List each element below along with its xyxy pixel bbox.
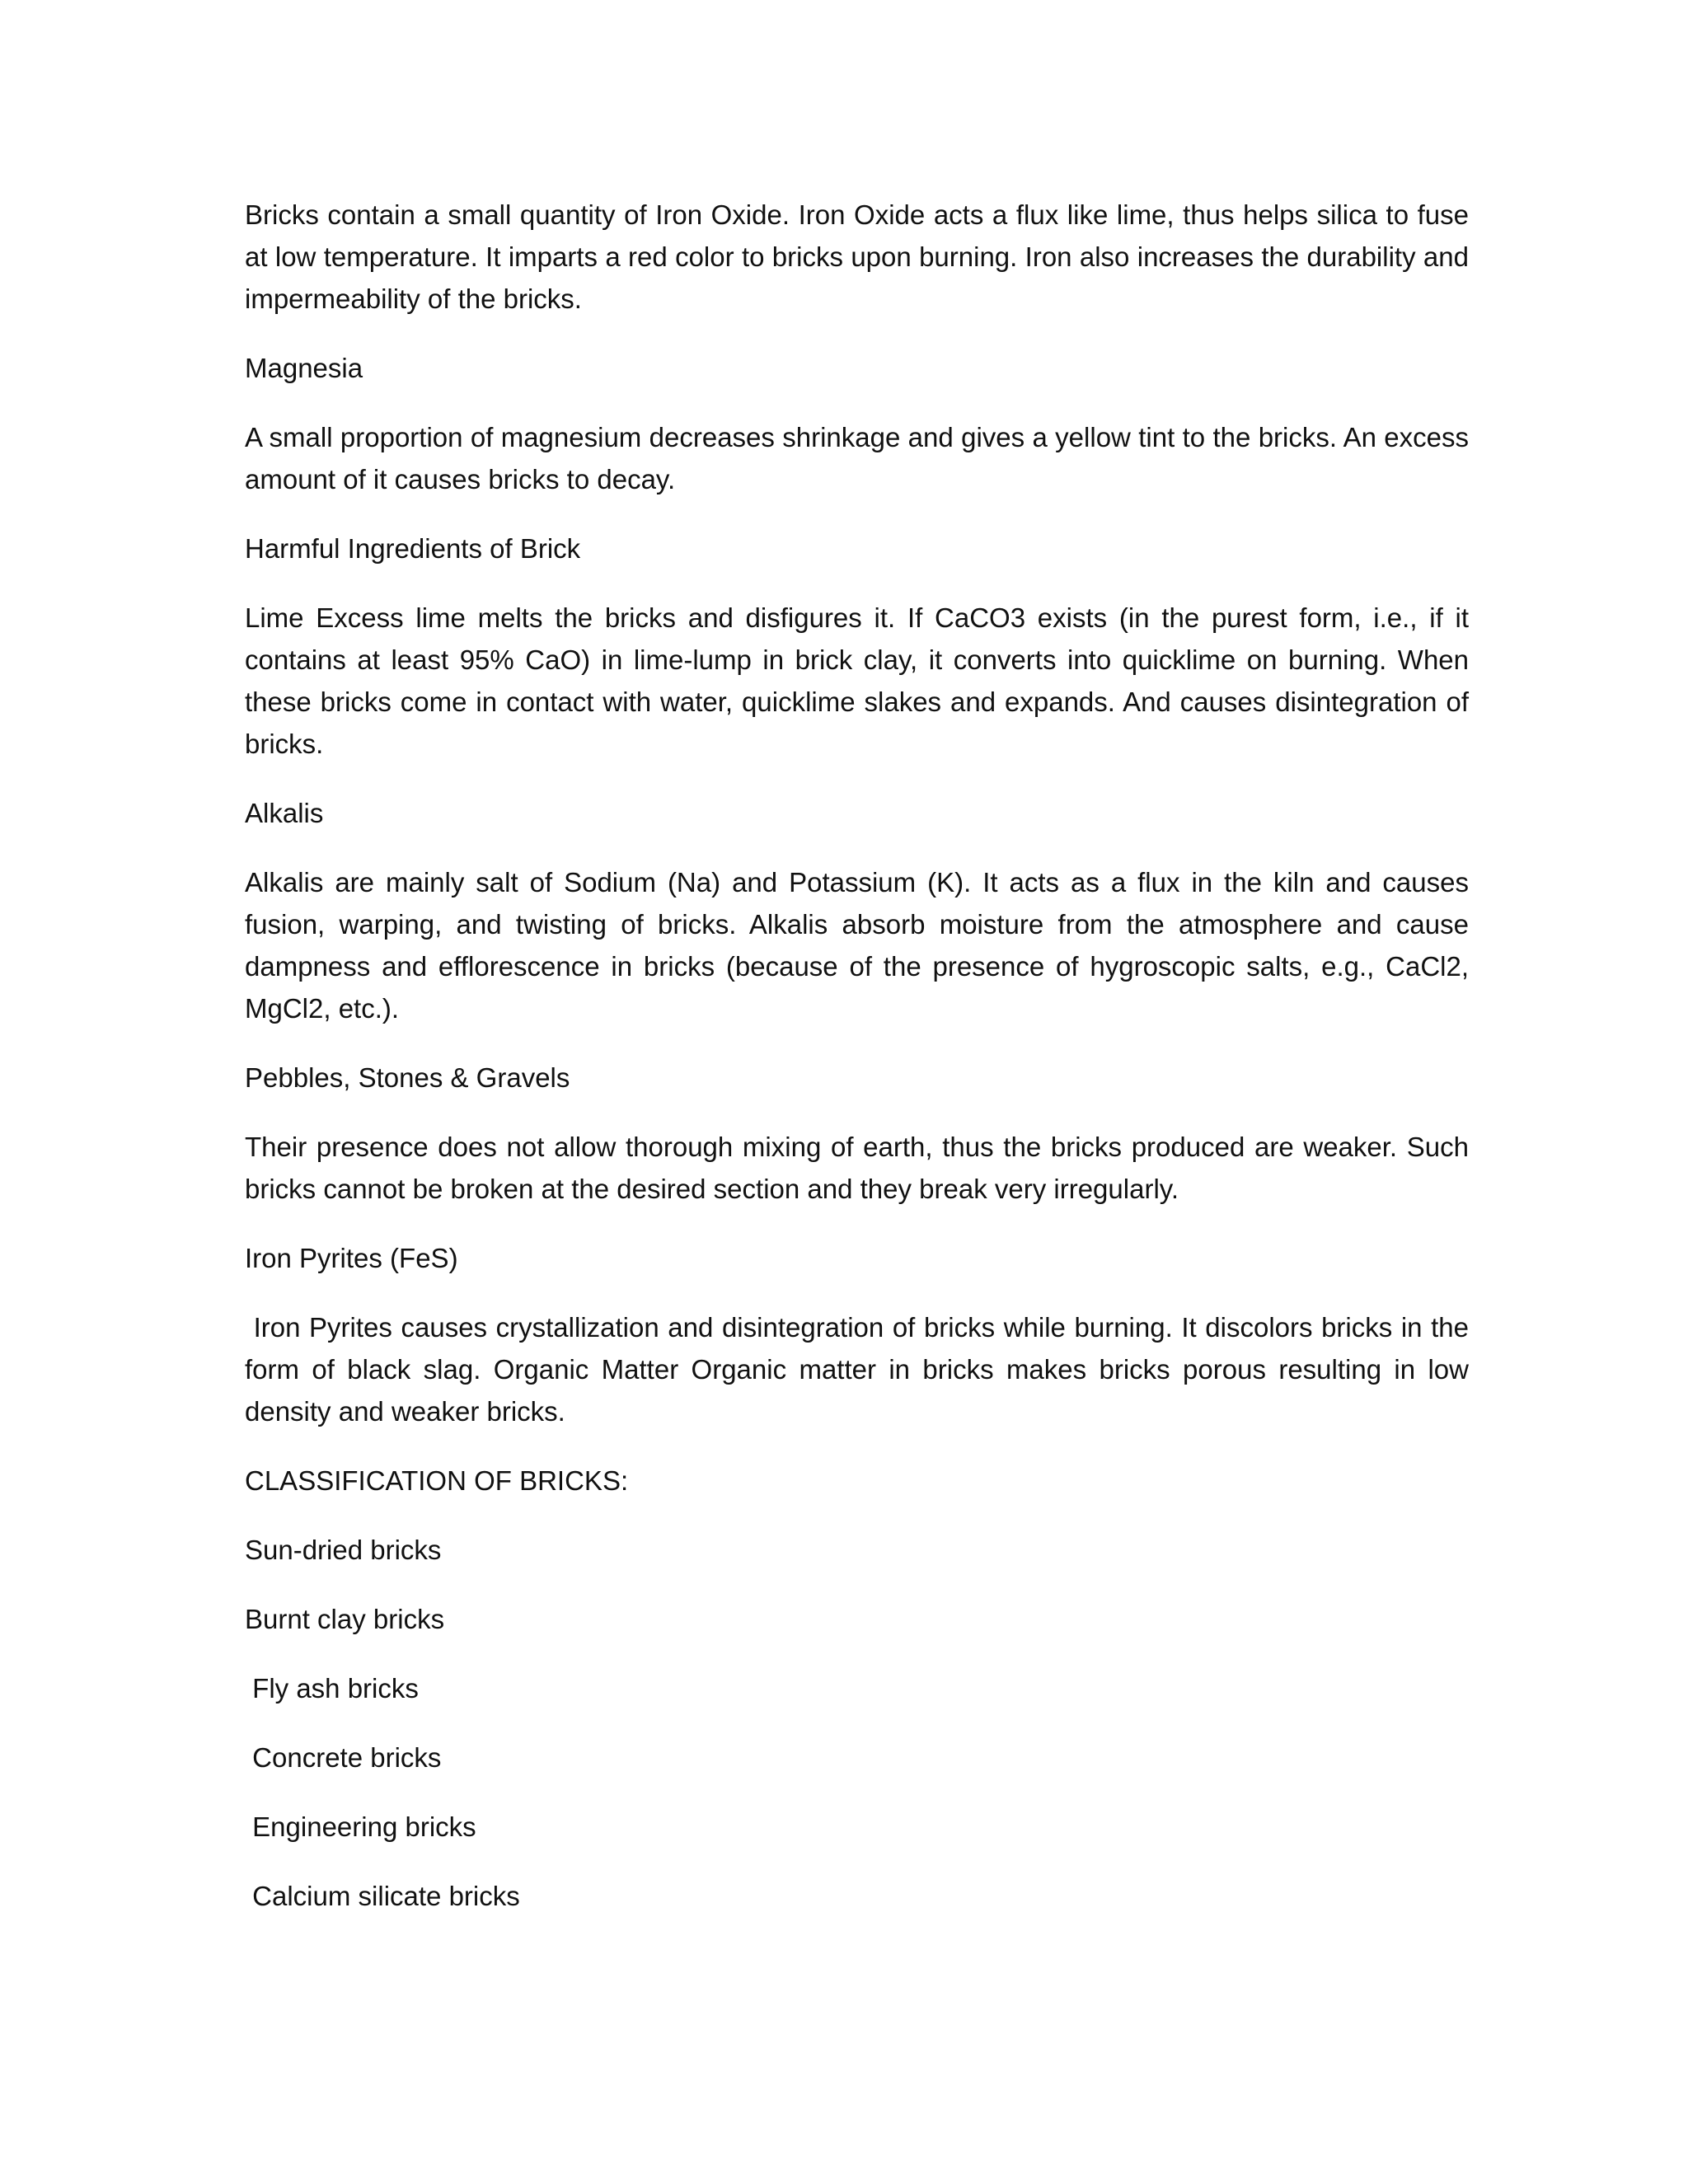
heading-pebbles: Pebbles, Stones & Gravels [245,1062,570,1093]
heading-classification: CLASSIFICATION OF BRICKS: [245,1465,629,1496]
paragraph-iron-pyrites: Iron Pyrites causes crystallization and disintegration of bricks while burning. It discolors bricks in the form of black slag. Organic Matter Organic matter in bricks makes bricks porous resulting in low density and weaker bricks. [245,1312,1477,1427]
heading-harmful-ingredients: Harmful Ingredients of Brick [245,533,581,564]
list-item-concrete: Concrete bricks [245,1742,442,1773]
paragraph-magnesia: A small proportion of magnesium decreases shrinkage and gives a yellow tint to the bricks. An excess amount of it causes bricks to decay. [245,422,1469,494]
paragraph-lime: Lime Excess lime melts the bricks and disfigures it. If CaCO3 exists (in the purest form, i.e., if it contains at least 95% CaO) in lime-lump in brick clay, it converts into quicklime on burning. When these bricks come in contact with water, quicklime slakes and expands. And causes disintegration of bricks. [245,602,1469,759]
document-body [245,194,1477,1944]
heading-iron-pyrites: Iron Pyrites (FeS) [245,1243,458,1273]
paragraph-iron-oxide: Bricks contain a small quantity of Iron Oxide. Iron Oxide acts a flux like lime, thus helps silica to fuse at low temperature. It imparts a red color to bricks upon burning. Iron also increases the durability and impermeability of the bricks. [245,199,1469,314]
heading-alkalis: Alkalis [245,798,324,828]
list-item-fly-ash: Fly ash bricks [245,1673,419,1704]
list-item-sun-dried: Sun-dried bricks [245,1535,442,1565]
paragraph-pebbles: Their presence does not allow thorough mixing of earth, thus the bricks produced are weaker. Such bricks cannot be broken at the desired section and they break very irregularly. [245,1132,1469,1204]
list-item-engineering: Engineering bricks [245,1811,476,1842]
heading-magnesia: Magnesia [245,353,363,383]
list-item-calcium-silicate: Calcium silicate bricks [245,1881,520,1911]
paragraph-alkalis: Alkalis are mainly salt of Sodium (Na) and Potassium (K). It acts as a flux in the kiln and causes fusion, warping, and twisting of bricks. Alkalis absorb moisture from the atmosphere and cause dampness and efflorescence in bricks (because of the presence of hygroscopic salts, e.g., CaCl2, MgCl2, etc.). [245,867,1469,1024]
classification-list [245,1529,1469,1917]
list-item-burnt-clay: Burnt clay bricks [245,1604,445,1634]
